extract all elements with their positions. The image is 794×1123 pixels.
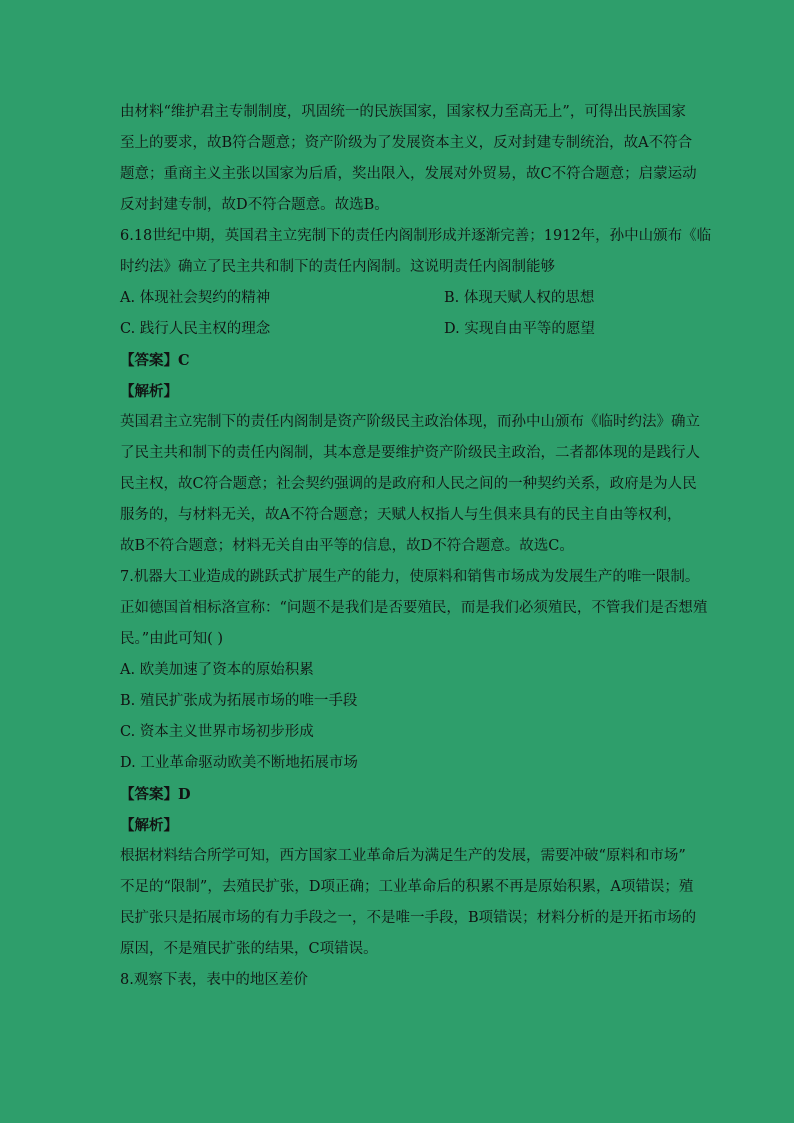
q7-stem-line: 民。”由此可知( )	[120, 631, 224, 647]
q7-option-d: D. 工业革命驱动欧美不断地拓展市场	[120, 755, 358, 771]
q6-option-a: A. 体现社会契约的精神	[120, 290, 271, 306]
q7-analysis-line: 原因，不是殖民扩张的结果，C项错误。	[120, 941, 378, 957]
q6-answer: 【答案】C	[120, 352, 190, 369]
q6-analysis-line: 了民主共和制下的责任内阁制，其本意是要维护资产阶级民主政治，二者都体现的是践行人	[120, 445, 700, 461]
q5-analysis-line: 题意；重商主义主张以国家为后盾，奖出限入，发展对外贸易，故C不符合题意；启蒙运动	[120, 166, 697, 182]
q7-option-b: B. 殖民扩张成为拓展市场的唯一手段	[120, 693, 358, 709]
q6-options-row	[120, 283, 676, 314]
q7-analysis-label: 【解析】	[120, 817, 178, 834]
q7-stem-line: 正如德国首相标洛宣称：“问题不是我们是否要殖民，而是我们必须殖民，不管我们是否想殖	[120, 600, 708, 616]
q7-option-a: A. 欧美加速了资本的原始积累	[120, 662, 314, 678]
q6-stem-line: 6.18世纪中期，英国君主立宪制下的责任内阁制形成并逐渐完善；1912年，孙中山颁布《临	[120, 228, 712, 244]
q5-analysis-line: 至上的要求，故B符合题意；资产阶级为了发展资本主义，反对封建专制统治，故A不符合	[120, 135, 693, 151]
q8-stem: 8.观察下表，表中的地区差价	[120, 972, 308, 988]
q6-option-b: B. 体现天赋人权的思想	[444, 290, 595, 306]
q6-analysis-line: 英国君主立宪制下的责任内阁制是资产阶级民主政治体现，而孙中山颁布《临时约法》确立	[120, 414, 700, 430]
q7-analysis-line: 民扩张只是拓展市场的有力手段之一，不是唯一手段，B项错误；材料分析的是开拓市场的	[120, 910, 697, 926]
q6-option-d: D. 实现自由平等的愿望	[444, 321, 595, 337]
q6-stem-line: 时约法》确立了民主共和制下的责任内阁制。这说明责任内阁制能够	[120, 259, 555, 275]
q7-answer: 【答案】D	[120, 786, 191, 803]
q6-options-row	[120, 314, 676, 345]
q5-analysis-line: 反对封建专制，故D不符合题意。故选B。	[120, 197, 389, 213]
q7-analysis-line: 不足的“限制”，去殖民扩张，D项正确；工业革命后的积累不再是原始积累，A项错误；殖	[120, 879, 694, 895]
q6-analysis-label: 【解析】	[120, 383, 178, 400]
q7-stem-line: 7.机器大工业造成的跳跃式扩展生产的能力，使原料和销售市场成为发展生产的唯一限制。	[120, 569, 700, 585]
q6-analysis-line: 民主权，故C符合题意；社会契约强调的是政府和人民之间的一种契约关系，政府是为人民	[120, 476, 697, 492]
document-page	[120, 97, 712, 996]
q7-option-c: C. 资本主义世界市场初步形成	[120, 724, 314, 740]
q6-analysis-line: 服务的，与材料无关，故A不符合题意；天赋人权指人与生俱来具有的民主自由等权利，	[120, 507, 682, 523]
q5-analysis-line: 由材料“维护君主专制制度，巩固统一的民族国家，国家权力至高无上”，可得出民族国家	[120, 104, 686, 120]
q7-analysis-line: 根据材料结合所学可知，西方国家工业革命后为满足生产的发展，需要冲破“原料和市场”	[120, 848, 686, 864]
q6-analysis-line: 故B不符合题意；材料无关自由平等的信息，故D不符合题意。故选C。	[120, 538, 574, 554]
q6-option-c: C. 践行人民主权的理念	[120, 321, 271, 337]
